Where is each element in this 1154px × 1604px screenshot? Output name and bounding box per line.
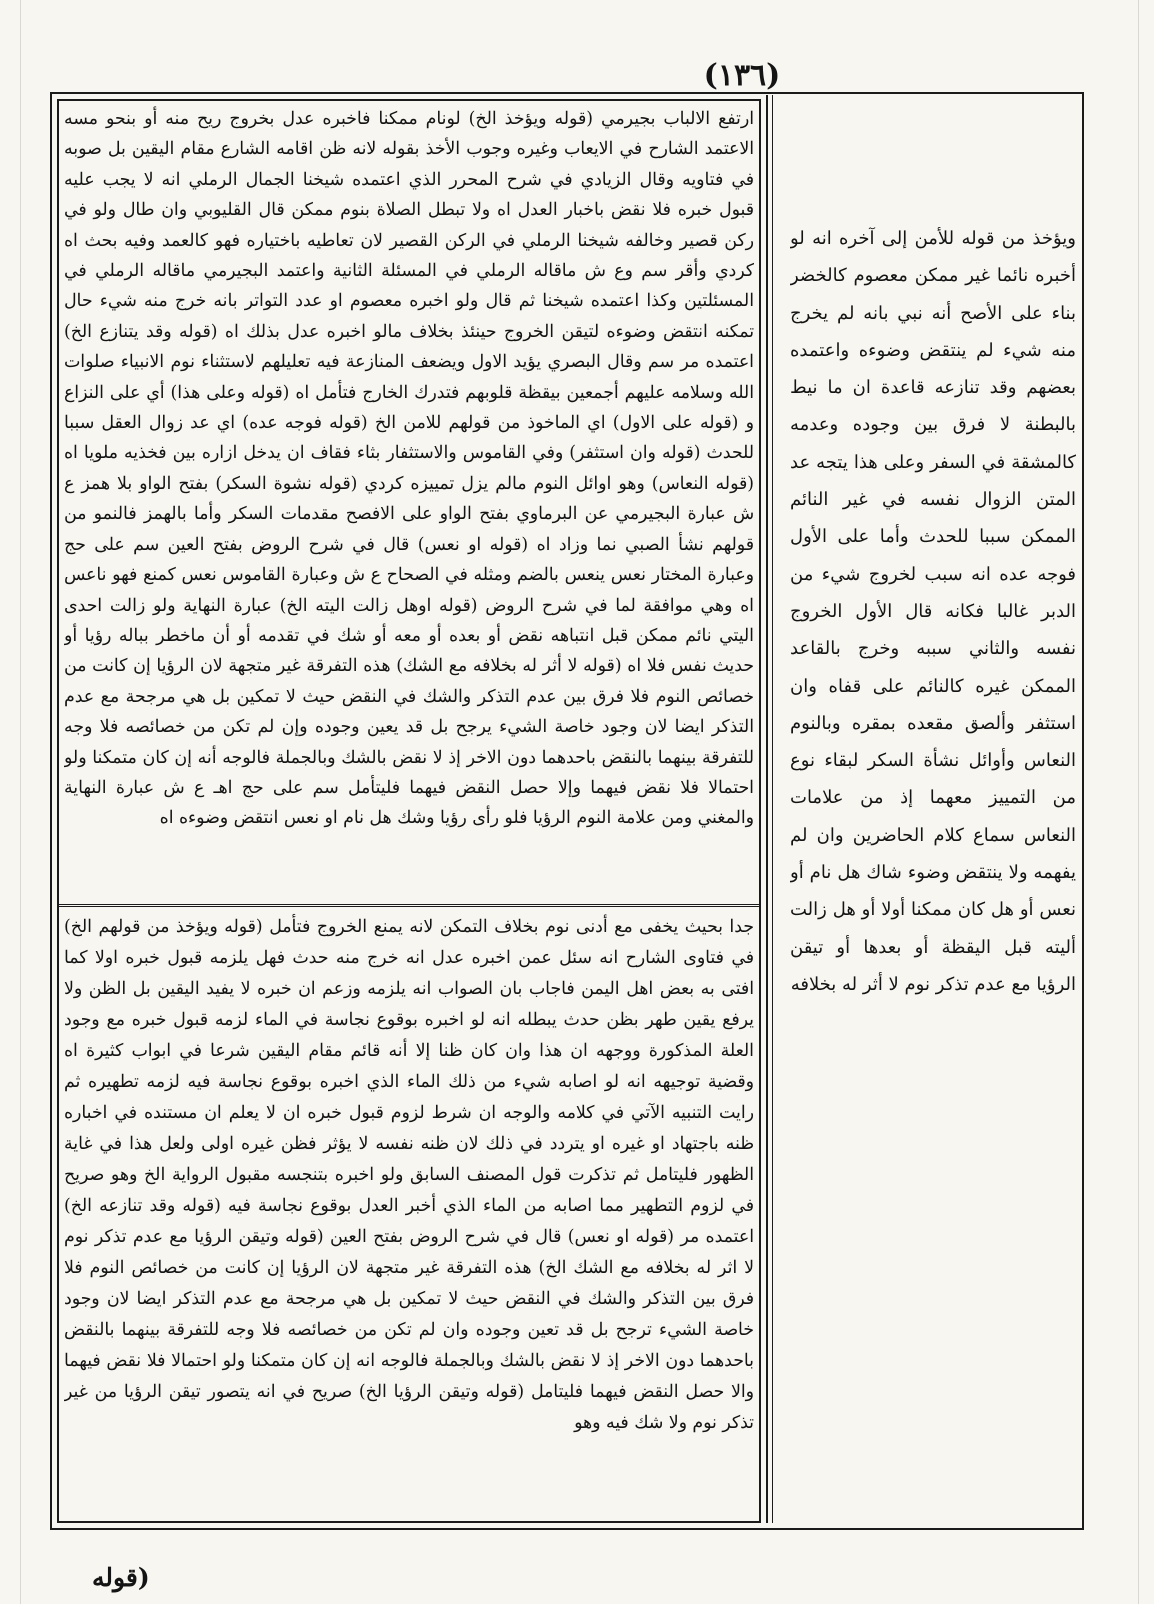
column-divider	[772, 95, 773, 1523]
column-divider	[766, 95, 768, 1523]
section-divider	[57, 904, 761, 907]
commentary-paragraph: ارتفع الالباب بجيرمي (قوله ويؤخذ الخ) لونام ممكنا فاخبره عدل بخروج ريح منه أو بنحو مسه الاعتمد الشارح في الايعاب وغيره وجوب الأخذ بقوله لانه ظن اقامه الشارع مقام اليقين بل صوبه في فتاويه وقال الزيادي في شرح المحرر الذي اعتمده شيخنا الجمال الرملي انه لا يجب عليه قبول خبره فلا نقض باخبار العدل اه ولا تبطل الصلاة بنوم ممكن قال القليوبي وان طال ولو في ركن قصير وخالفه شيخنا الرملي في الركن القصير لان تعاطيه باختياره فهو كالعمد وفيه بحث اه كردي وأقر سم وع ش ماقاله الرملي في المسئلة الثانية واعتمد البجيرمي ماقاله الرملي في المسئلتين وكذا اعتمده شيخنا ثم قال ولو اخبره معصوم او عدد التواتر بانه خرج منه شيء حال تمكنه انتقض وضوءه لتيقن الخروج حينئذ بخلاف مالو اخبره عدل بذلك اه (قوله وقد يتنازع الخ) اعتمده مر سم وقال البصري يؤيد الاول ويضعف المنازعة فيه تعليلهم لاستثناء نوم الانبياء صلوات الله وسلامه عليهم أجمعين بيقظة قلوبهم فتدرك الخارج فتأمل اه (قوله وعلى هذا) أي على النزاع و (قوله على الاول) اي الماخوذ من قولهم للامن الخ (قوله فوجه عده) اي عد زوال العقل سببا للحدث (قوله وان استثفر) وفي القاموس والاستثفار بثاء فقاف ان يدخل ازاره بين فخذيه ملويا اه (قوله النعاس) وهو اوائل النوم مالم يزل تمييزه كردي (قوله نشوة السكر) بفتح الواو بلا همز ع ش عبارة البجيرمي عن البرماوي بفتح الواو على الافصح مقدمات السكر وأما بالهمز فالنمو من قولهم نشأ الصبي نما وزاد اه (قوله او نعس) قال في شرح الروض بفتح العين سم على حج وعبارة المختار نعس ينعس بالضم ومثله في الصحاح ع ش وعبارة القاموس نعس كمنع فهو ناعس اه وهي موافقة لما في شرح الروض (قوله اوهل زالت اليته الخ) عبارة النهاية ولو زالت احدى اليتي نائم ممكن قبل انتباهه نقض أو بعده أو معه أو شك في تقدمه أو أن ماخطر بباله رؤيا أو حديث نفس فلا اه (قوله لا أثر له بخلافه مع الشك) هذه التفرقة غير متجهة لان الرؤيا إن كانت من خصائص النوم فلا فرق بين عدم التذكر والشك في النقض حيث لا تمكين بل هي مرجحة مع عدم التذكر ايضا لان وجود خاصة الشيء يرجح بل قد يعين وجوده وإن لم تكن من خصائصه فلا وجه للتفرقة بينهما بالنقض باحدهما دون الاخر إذ لا نقض بالشك وبالجملة فالوجه أنه إن كان متمكنا ولو احتمالا فلا نقض فيهما وإلا حصل النقض فيهما فليتأمل سم على حج اهـ ع ش عبارة النهاية والمغني ومن علامة النوم الرؤيا فلو رأى رؤيا وشك هل نام او نعس انتقض وضوءه اه	[64, 109, 754, 829]
commentary-paragraph: جدا بحيث يخفى مع أدنى نوم بخلاف التمكن لانه يمنع الخروج فتأمل (قوله ويؤخذ من قولهم الخ) في فتاوى الشارح انه سئل عمن اخبره عدل انه خرج منه حدث فهل يلزمه قبول خبره اولا كما افتى به بعض اهل اليمن فاجاب بان الصواب انه يلزمه وزعم ان خبره لا يفيد اليقين بل الظن ولا يرفع يقين طهر بظن حدث يبطله انه لو اخبره بوقوع نجاسة في الماء لزمه قبول خبره مع وجود العلة المذكورة ووجهه ان هذا وان كان ظنا إلا أنه قائم مقام اليقين شرعا في ابواب كثيرة اه وقضية توجيهه انه لو اصابه شيء من ذلك الماء الذي اخبره بوقوع نجاسة فيه لزمه تطهيره ثم رايت التنبيه الآتي في كلامه والوجه ان شرط لزوم قبول خبره ان لا يعلم ان مستنده في اخباره ظنه باجتهاد او غيره او يتردد في ذلك لان ظنه نفسه لا يؤثر فظن غيره اولى ولعل هذا في غاية الظهور فليتامل ثم تذكرت قول المصنف السابق ولو اخبره بتنجسه مقبول الرواية الخ وهو صريح في لزوم التطهير مما اصابه من الماء الذي أخبر العدل بوقوع نجاسة فيه (قوله وقد تنازعه الخ) اعتمده مر (قوله او نعس) قال في شرح الروض بفتح العين (قوله وتيقن الرؤيا مع عدم تذكر نوم لا اثر له بخلافه مع الشك الخ) هذه التفرقة غير متجهة لان الرؤيا إن كانت من خصائص النوم فلا فرق بين التذكر والشك في النقض حيث لا تمكين بل هي مرجحة مع عدم التذكر ايضا لان وجود خاصة الشيء ترجح بل قد تعين وجوده وان لم تكن من خصائصه فلا وجه للتفرقة بينهما بالنقض باحدهما دون الاخر إذ لا نقض بالشك وبالجملة فالوجه انه إن كان متمكنا ولو احتمالا فلا نقض فيهما والا حصل النقض فيهما فليتامل (قوله وتيقن الرؤيا الخ) صريح في انه يتصور تيقن الرؤيا من غير تذكر نوم ولا شك فيه وهو	[64, 917, 754, 1433]
main-text-upper	[64, 104, 754, 896]
page-number: (١٣٦)	[703, 58, 781, 93]
gutter-mark	[1138, 0, 1139, 1604]
gutter-mark	[20, 0, 21, 1604]
margin-text	[790, 220, 1076, 1240]
main-text-lower	[64, 912, 754, 1514]
margin-paragraph: ويؤخذ من قوله للأمن إلى آخره انه لو أخبره نائما غير ممكن معصوم كالخضر بناء على الأصح أنه نبي بانه لم يخرج منه شيء لم ينتقض وضوءه واعتمده بعضهم وقد تنازعه قاعدة ان ما نيط بالبطنة لا فرق بين وجوده وعدمه كالمشقة في السفر وعلى هذا يتجه عد المتن الزوال نفسه في غير النائم الممكن سببا للحدث وأما على الأول فوجه عده انه سبب لخروج شيء من الدبر غالبا فكانه قال الأول الخروج نفسه والثاني سببه وخرج بالقاعد الممكن غيره كالنائم على قفاه وان استثفر وألصق مقعده بمقره وبالنوم النعاس وأوائل نشأة السكر لبقاء نوع من التمييز معهما إذ من علامات النعاس سماع كلام الحاضرين وان لم يفهمه ولا ينتقض وضوء شاك هل نام أو نعس أو هل كان ممكنا أولا أو هل زالت أليته قبل اليقظة أو بعدها أو تيقن الرؤيا مع عدم تذكر نوم لا أثر له بخلافه	[790, 228, 1076, 995]
catchword: (قوله	[92, 1563, 150, 1592]
